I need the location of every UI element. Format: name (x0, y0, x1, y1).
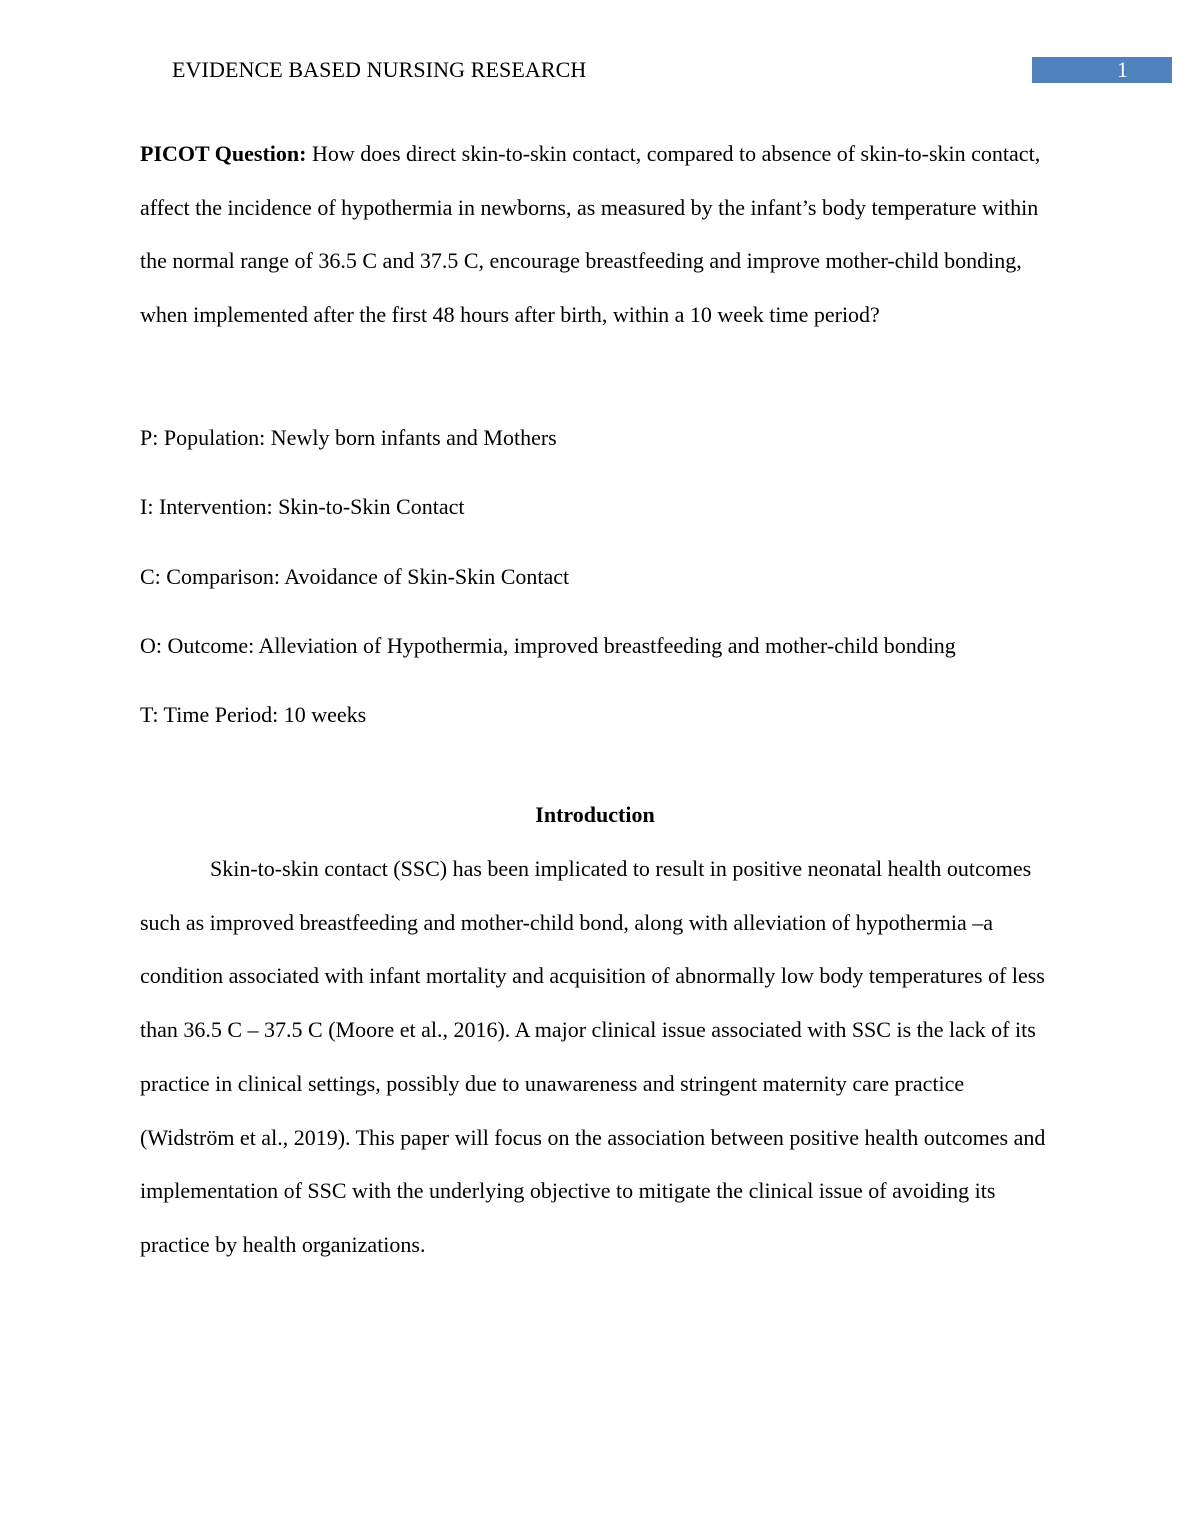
introduction-heading: Introduction (535, 802, 655, 827)
page-number: 1 (1117, 57, 1128, 82)
picot-time: T: Time Period: 10 weeks (140, 702, 367, 727)
running-head: EVIDENCE BASED NURSING RESEARCH (172, 57, 587, 82)
picot-population: P: Population: Newly born infants and Mothers (140, 425, 557, 450)
picot-question-label: PICOT Question: (140, 141, 307, 166)
introduction-paragraph: Skin-to-skin contact (SSC) has been implicated to result in positive neonatal health outcomes such as improved breastfeeding and mother-child bond, along with alleviation of hypothermia –a condition associated with infant mortality and acquisition of abnormally low body temperatures of less than 36.5 C – 37.5 C (Moore et al., 2016). A major clinical issue associated with SSC is the lack of its practice in clinical settings, possibly due to unawareness and stringent maternity care practice (Widström et al., 2019). This paper will focus on the association between positive health outcomes and implementation of SSC with the underlying objective to mitigate the clinical issue of avoiding its practice by health organizations. (140, 856, 1046, 1257)
picot-intervention: I: Intervention: Skin-to-Skin Contact (140, 494, 465, 519)
picot-comparison: C: Comparison: Avoidance of Skin-Skin Contact (140, 564, 570, 589)
page-number-badge (1032, 57, 1172, 83)
picot-question-text: How does direct skin-to-skin contact, compared to absence of skin-to-skin contact, affect the incidence of hypothermia in newborns, as measured by the infant’s body temperature within the normal range of 36.5 C and 37.5 C, encourage breastfeeding and improve mother-child bonding, when implemented after the first 48 hours after birth, within a 10 week time period? (140, 141, 1041, 328)
picot-question (140, 127, 1060, 342)
picot-outcome: O: Outcome: Alleviation of Hypothermia, improved breastfeeding and mother-child bonding (140, 633, 956, 658)
